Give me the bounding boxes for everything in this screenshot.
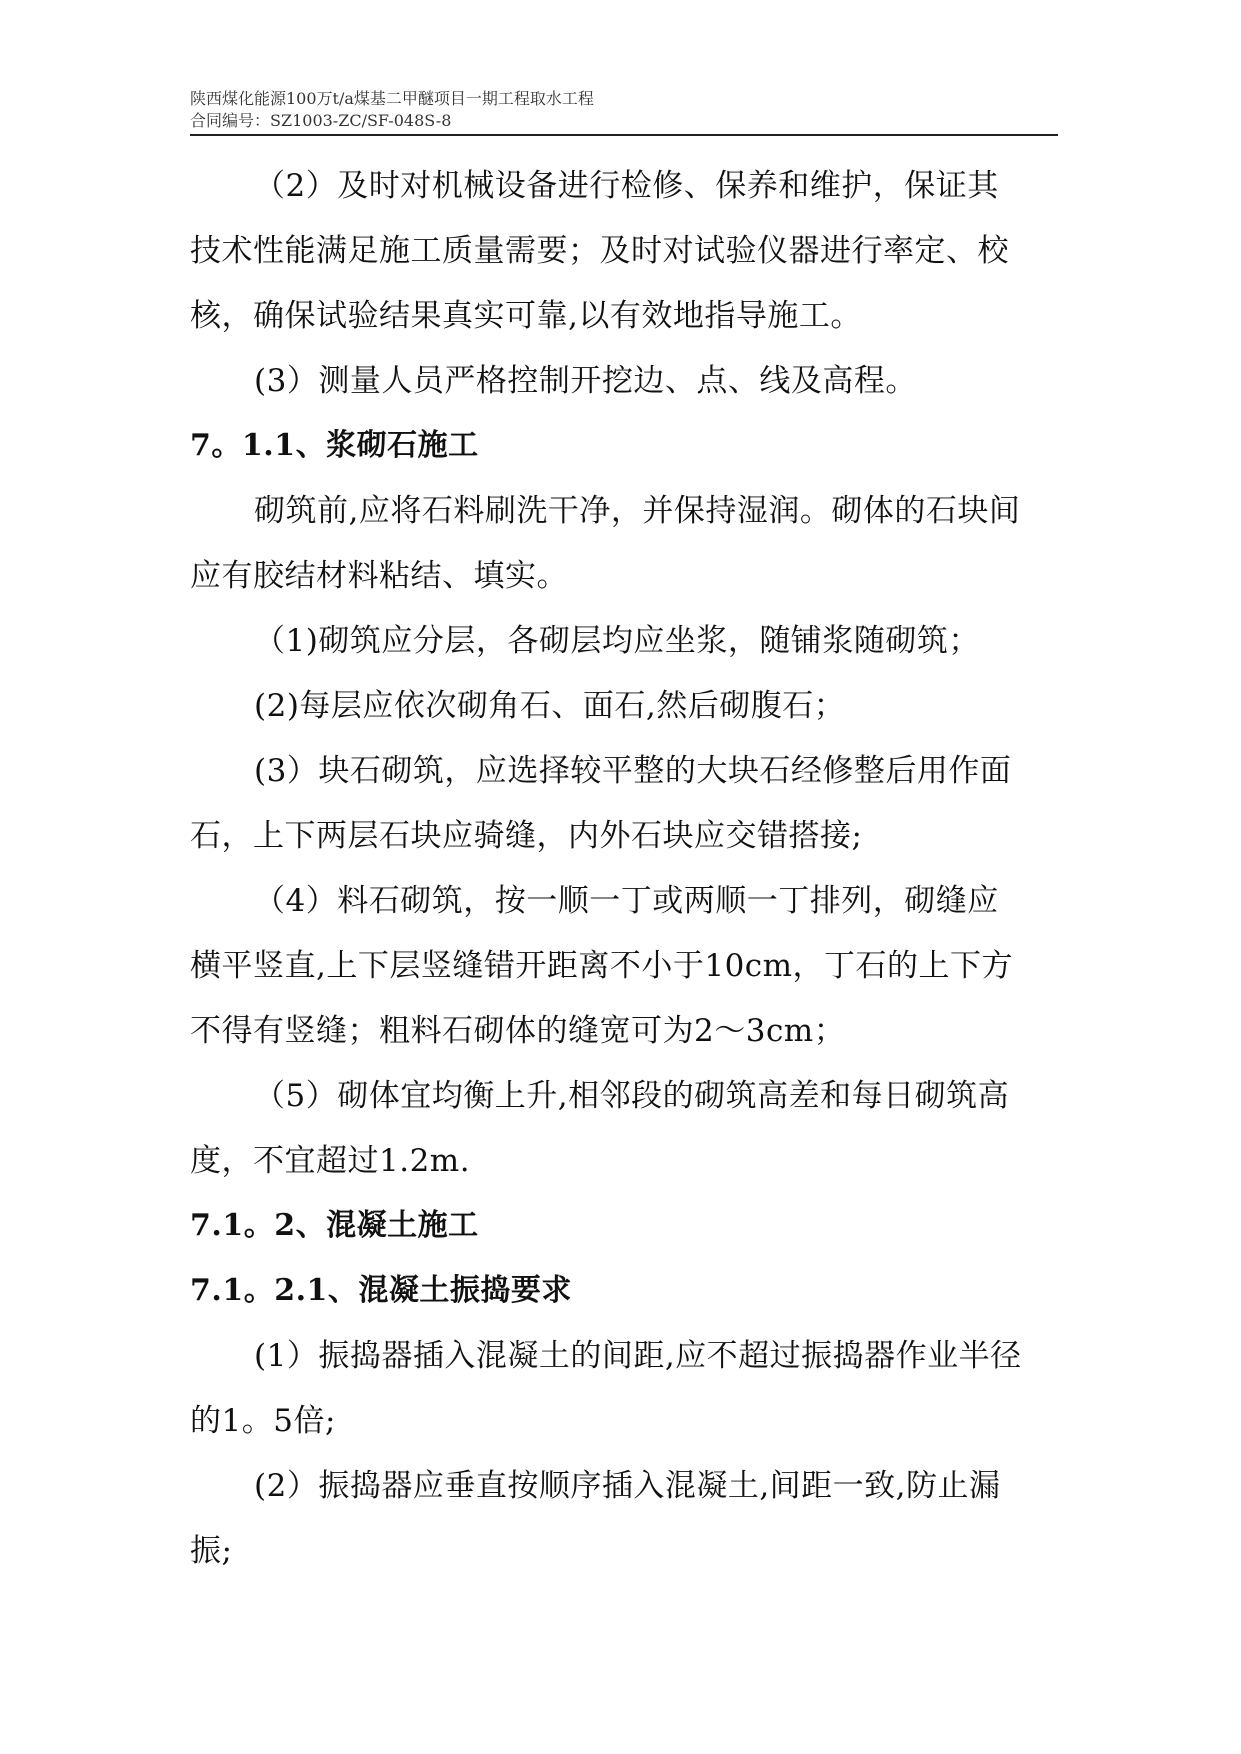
paragraph-line: 的1。5倍; [190, 1403, 336, 1439]
paragraph-line: (1）振捣器插入混凝土的间距,应不超过振捣器作业半径 [254, 1338, 1022, 1374]
paragraph-line: 应有胶结材料粘结、填实。 [190, 558, 568, 594]
paragraph-line: （2）及时对机械设备进行检修、保养和维护，保证其 [254, 168, 999, 204]
paragraph-line: 度，不宜超过1.2m. [190, 1143, 471, 1179]
section-heading: 7.1。2、混凝土施工 [190, 1208, 479, 1243]
header-contract-number: 合同编号：SZ1003-ZC/SF-048S-8 [190, 111, 452, 130]
subsection-heading: 7.1。2.1、混凝土振捣要求 [190, 1273, 572, 1308]
paragraph-line: (2)每层应依次砌角石、面石,然后砌腹石； [254, 688, 846, 724]
paragraph-line: (2）振捣器应垂直按顺序插入混凝土,间距一致,防止漏 [254, 1468, 1001, 1504]
document-body [190, 158, 1058, 1588]
paragraph-line: （5）砌体宜均衡上升,相邻段的砌筑高差和每日砌筑高 [254, 1078, 1010, 1114]
section-heading: 7。1.1、浆砌石施工 [190, 428, 479, 463]
paragraph-line: 砌筑前,应将石料刷洗干净，并保持湿润。砌体的石块间 [254, 493, 1021, 529]
header-project-title: 陕西煤化能源100万t/a煤基二甲醚项目一期工程取水工程 [190, 89, 594, 108]
paragraph-line: (3）测量人员严格控制开挖边、点、线及高程。 [254, 363, 917, 399]
paragraph-line: 技术性能满足施工质量需要；及时对试验仪器进行率定、校 [190, 233, 1009, 269]
paragraph-line: 不得有竖缝；粗料石砌体的缝宽可为2～3cm； [190, 1013, 846, 1049]
paragraph-line: (3）块石砌筑，应选择较平整的大块石经修整后用作面 [254, 753, 1012, 789]
paragraph-line: （1)砌筑应分层，各砌层均应坐浆，随铺浆随砌筑； [254, 623, 980, 659]
paragraph-line: 横平竖直,上下层竖缝错开距离不小于10cm，丁石的上下方 [190, 948, 1014, 984]
page-header [190, 88, 1058, 136]
paragraph-line: （4）料石砌筑，按一顺一丁或两顺一丁排列，砌缝应 [254, 883, 999, 919]
paragraph-line: 核，确保试验结果真实可靠,以有效地指导施工。 [190, 298, 862, 334]
paragraph-line: 振; [190, 1533, 233, 1569]
paragraph-line: 石，上下两层石块应骑缝，内外石块应交错搭接; [190, 818, 863, 854]
